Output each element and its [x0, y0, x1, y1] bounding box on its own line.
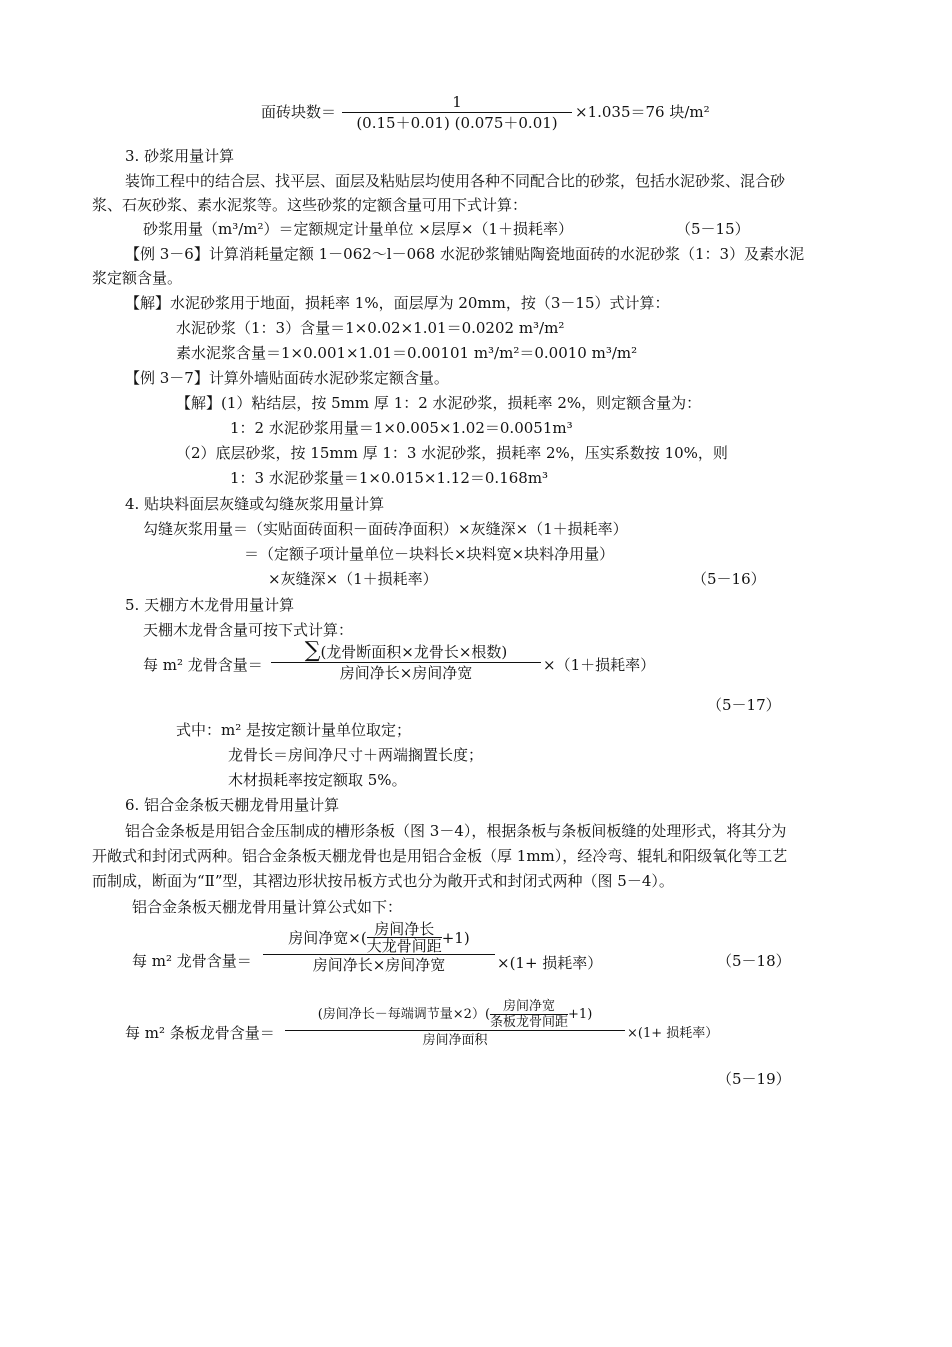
solution-3-6-line-3: 素水泥浆含量＝1×0.001×1.01＝0.00101 m³/m²＝0.0010 m³/m²	[176, 344, 638, 362]
where-line-3: 木材损耗率按定额取 5%。	[228, 771, 407, 789]
section-4-heading: 4. 贴块料面层灰缝或勾缝灰浆用量计算	[125, 495, 385, 513]
solution-3-6-line-2: 水泥砂浆（1：3）含量＝1×0.02×1.01＝0.0202 m³/m²	[176, 319, 565, 337]
section-6-paragraph-line-1: 铝合金条板是用铝合金压制成的槽形条板（图 3－4），根据条板与条板间板缝的处理形式，将其分为	[125, 822, 787, 840]
formula-5-17-fraction	[271, 638, 541, 683]
where-line-2: 龙骨长＝房间净尺寸＋两端搁置长度；	[228, 746, 484, 764]
formula-5-17-rhs: ×（1＋损耗率）	[543, 656, 656, 674]
formula-5-18-fraction	[263, 921, 495, 975]
example-3-6-line-2: 浆定额含量。	[92, 269, 183, 287]
formula-5-19-rhs: ×(1+ 损耗率）	[627, 1026, 719, 1041]
mortar-formula: 砂浆用量（m³/m²）＝定额规定计量单位 ×层厚×（1＋损耗率）	[143, 220, 573, 238]
grout-formula-line-3: ×灰缝深×（1＋损耗率）	[268, 570, 438, 588]
formula-5-18-denominator: 房间净长×房间净宽	[312, 956, 446, 974]
formula-top-denominator: (0.15＋0.01) (0.075＋0.01)	[356, 114, 558, 132]
where-line-1: 式中：m² 是按定额计量单位取定；	[176, 721, 412, 739]
section-3-heading: 3. 砂浆用量计算	[125, 147, 235, 165]
equation-number-5-16: （5－16）	[692, 570, 766, 588]
section-5-intro: 天棚木龙骨含量可按下式计算：	[143, 621, 354, 639]
formula-5-19-inner-fraction: $\frac{\text{房间净宽}}{\text{条板龙骨间距}}$	[490, 999, 569, 1030]
formula-top-fraction	[342, 92, 572, 133]
grout-formula-line-1: 勾缝灰浆用量＝（实贴面砖面积－面砖净面积）×灰缝深×（1＋损耗率）	[143, 520, 628, 538]
example-3-6-line-1: 【例 3－6】计算消耗量定额 1－062～l－068 水泥砂浆铺贴陶瓷地面砖的水泥砂浆（1：3）及素水泥	[125, 245, 805, 263]
formula-5-18-rhs: ×(1+ 损耗率）	[497, 954, 603, 972]
equation-number-5-19: （5－19）	[717, 1070, 791, 1088]
section-3-paragraph-line-1: 装饰工程中的结合层、找平层、面层及粘贴层均使用各种不同配合比的砂浆，包括水泥砂浆、混合砂	[125, 172, 786, 190]
section-6-intro: 铝合金条板天棚龙骨用量计算公式如下：	[132, 898, 403, 916]
solution-3-7-line-4: 1：3 水泥砂浆量＝1×0.015×1.12＝0.168m³	[230, 469, 549, 487]
formula-5-17-lhs: 每 m² 龙骨含量＝	[143, 656, 263, 674]
formula-5-18-numerator: 房间净宽×( $\frac{\text{房间净长}}{\text{大龙骨间距}}$ +1)	[288, 920, 470, 955]
section-5-heading: 5. 天棚方木龙骨用量计算	[125, 596, 295, 614]
equation-number-5-15: （5－15）	[676, 220, 750, 238]
grout-formula-line-2: ＝（定额子项计量单位－块料长×块料宽×块料净用量）	[244, 545, 615, 563]
section-3-paragraph-line-2: 浆、石灰砂浆、素水泥浆等。这些砂浆的定额含量可用下式计算：	[92, 196, 528, 214]
solution-3-7-line-1: 【解】(1）粘结层，按 5mm 厚 1：2 水泥砂浆，损耗率 2%，则定额含量为：	[176, 394, 702, 412]
formula-top-rhs: ×1.035＝76 块/m²	[575, 103, 710, 121]
equation-number-5-18: （5－18）	[717, 952, 791, 970]
example-3-7: 【例 3－7】计算外墙贴面砖水泥砂浆定额含量。	[125, 369, 449, 387]
formula-top-lhs: 面砖块数＝	[261, 103, 337, 121]
formula-5-18-lhs: 每 m² 龙骨含量＝	[132, 952, 252, 970]
formula-5-17-numerator: ∑(龙骨断面积×龙骨长×根数)	[304, 638, 508, 663]
section-6-paragraph-line-3: 而制成，断面为“Ⅱ”型，其褶边形状按吊板方式也分为敞开式和封闭式两种（图 5－4）。	[92, 872, 674, 890]
solution-3-7-line-2: 1：2 水泥砂浆用量＝1×0.005×1.02＝0.0051m³	[230, 419, 573, 437]
formula-5-19-lhs: 每 m² 条板龙骨含量＝	[125, 1024, 275, 1042]
section-6-paragraph-line-2: 开敞式和封闭式两种。铝合金条板天棚龙骨也是用铝合金板（厚 1mm），经冷弯、辊轧和阳级氧化等工艺	[92, 847, 788, 865]
solution-3-6-line-1: 【解】水泥砂浆用于地面，损耗率 1%，面层厚为 20mm，按（3－15）式计算：	[125, 294, 670, 312]
formula-5-19-numerator: (房间净长－每端调节量×2）( $\frac{\text{房间净宽}}{\text{条板龙骨间距}}$ +1)	[317, 999, 593, 1030]
sigma-symbol: ∑	[304, 638, 321, 663]
equation-number-5-17: （5－17）	[707, 696, 781, 714]
formula-5-19-fraction	[285, 999, 625, 1051]
section-6-heading: 6. 铝合金条板天棚龙骨用量计算	[125, 796, 340, 814]
solution-3-7-line-3: （2）底层砂浆，按 15mm 厚 1：3 水泥砂浆，损耗率 2%，压实系数按 10%，则	[176, 444, 728, 462]
formula-top-numerator: 1	[452, 93, 462, 111]
formula-5-17-denominator: 房间净长×房间净宽	[339, 664, 473, 682]
formula-5-18-inner-fraction: $\frac{\text{房间净长}}{\text{大龙骨间距}}$	[366, 920, 442, 955]
formula-5-19-denominator: 房间净面积	[422, 1033, 488, 1048]
